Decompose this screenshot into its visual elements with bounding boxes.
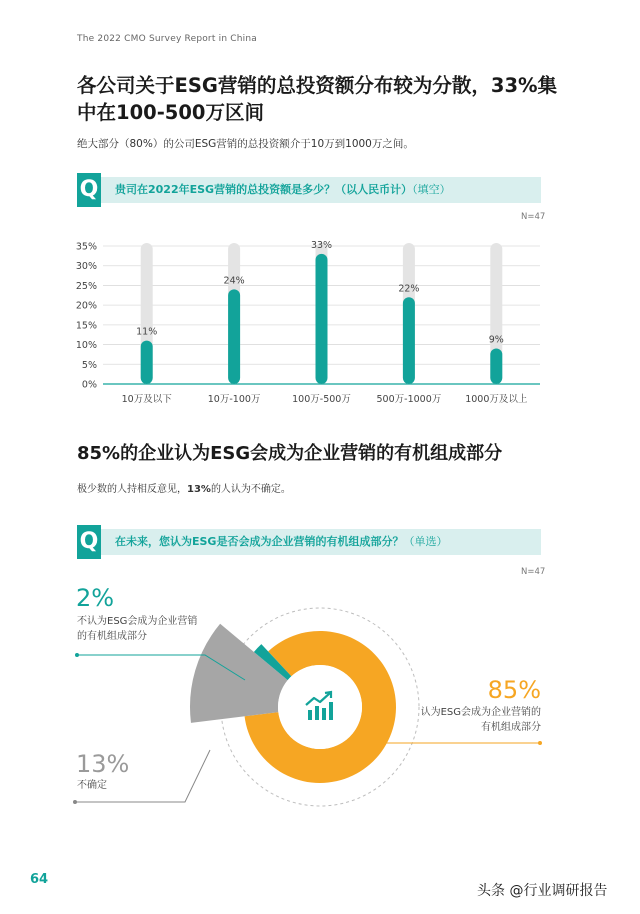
page-number: 64 <box>30 872 49 887</box>
pct-85: 85% <box>487 676 541 704</box>
y-tick-label: 25% <box>75 280 97 292</box>
q-badge-icon: Q <box>77 525 101 559</box>
question-bar-1 <box>77 177 541 203</box>
x-tick-label: 10万及以下 <box>121 394 172 405</box>
y-tick-label: 15% <box>75 320 97 332</box>
x-tick-label: 1000万及以上 <box>465 394 528 405</box>
y-tick-label: 5% <box>81 359 97 371</box>
donut-hole <box>278 665 362 749</box>
question-bar-2 <box>77 529 541 555</box>
section2-subtitle: 极少数的人持相反意见，13%的人认为不确定。 <box>77 484 291 495</box>
y-tick-label: 20% <box>75 300 97 312</box>
section2-title: 85%的企业认为ESG会成为企业营销的有机组成部分 <box>77 443 503 464</box>
pct-2: 2% <box>76 584 115 612</box>
bar-value-label: 24% <box>223 275 245 287</box>
bar <box>228 289 240 384</box>
y-tick-label: 30% <box>75 261 97 273</box>
label-2: 不认为ESG会成为企业营销 的有机组成部分 <box>77 616 198 642</box>
y-tick-label: 10% <box>75 340 97 352</box>
bar-value-label: 9% <box>488 334 504 346</box>
bar <box>316 254 328 384</box>
question-text-2: 在未来，您认为ESG是否会成为企业营销的有机组成部分？（单选） <box>115 535 448 548</box>
bar <box>490 349 502 384</box>
bar-value-label: 22% <box>398 283 420 295</box>
label-85: 认为ESG会成为企业营销的 有机组成部分 <box>420 707 541 733</box>
watermark: 头条 @行业调研报告 <box>477 883 608 899</box>
x-tick-label: 500万-1000万 <box>376 394 442 405</box>
bar-value-label: 33% <box>310 239 333 251</box>
slice-13 <box>190 624 288 723</box>
y-tick-label: 35% <box>75 241 97 253</box>
question-text-1: 贵司在2022年ESG营销的总投资额是多少？（以人民币计）（填空） <box>115 183 451 196</box>
label-13: 不确定 <box>77 780 107 791</box>
x-tick-label: 100万-500万 <box>292 394 351 405</box>
section1-subtitle: 绝大部分（80%）的公司ESG营销的总投资额介于10万到1000万之间。 <box>77 138 414 150</box>
section1-title: 各公司关于ESG营销的总投资额分布较为分散，33%集 中在100-500万区间 <box>77 74 558 124</box>
pct-13: 13% <box>76 750 130 778</box>
report-header-title: The 2022 CMO Survey Report in China <box>77 34 257 44</box>
bar <box>141 341 153 384</box>
bar-chart <box>0 230 640 415</box>
bar-value-label: 11% <box>136 326 158 338</box>
sample-size-2: N=47 <box>521 567 546 577</box>
sample-size-1: N=47 <box>521 212 546 222</box>
bar <box>403 297 415 384</box>
y-tick-label: 0% <box>81 379 97 391</box>
q-badge-icon: Q <box>77 173 101 207</box>
x-tick-label: 10万-100万 <box>207 394 261 405</box>
